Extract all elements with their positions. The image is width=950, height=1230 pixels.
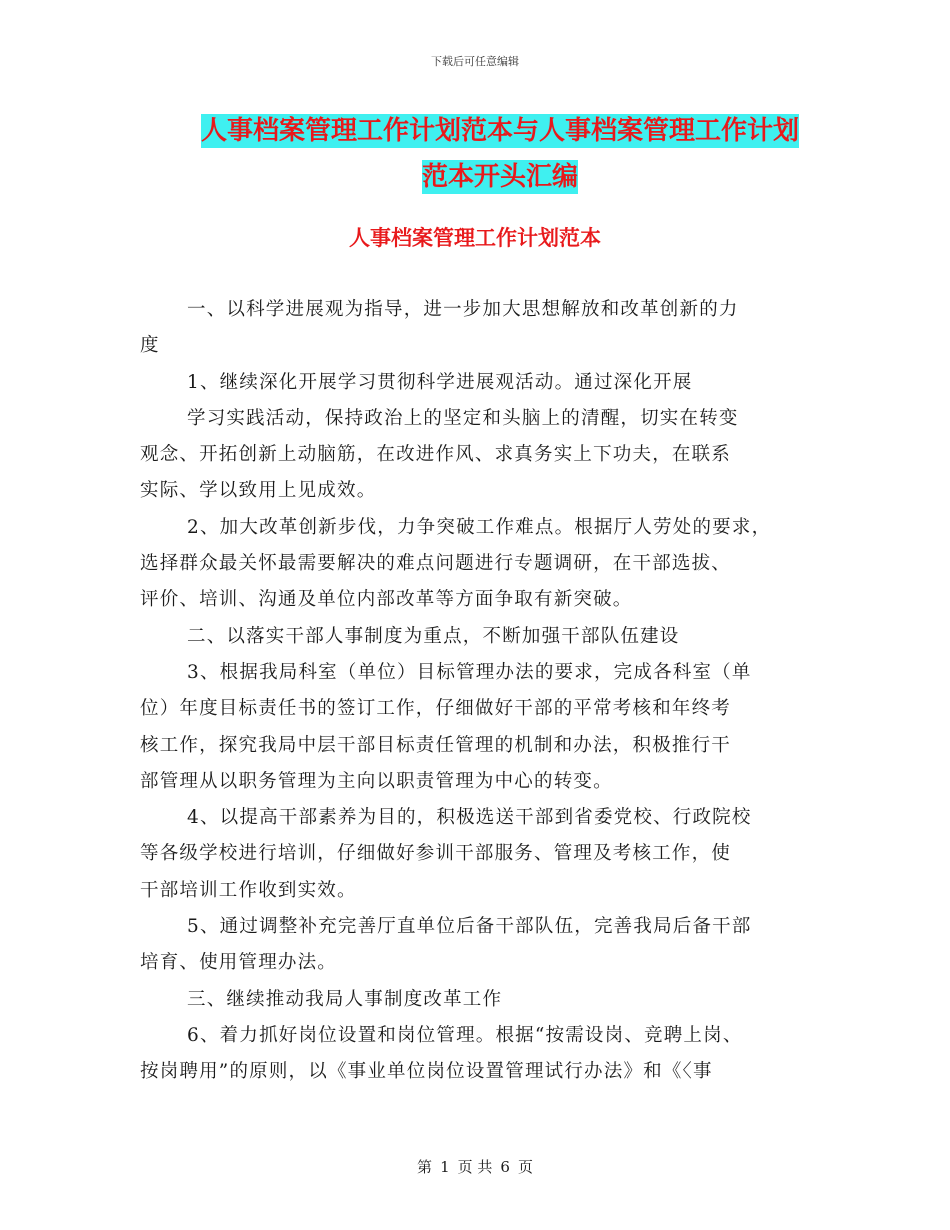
header-note: 下载后可任意编辑	[431, 55, 519, 68]
body-line: 二、以落实干部人事制度为重点，不断加强干部队伍建设	[187, 625, 680, 647]
section-title: 人事档案管理工作计划范本	[349, 226, 601, 250]
body-line: 核工作，探究我局中层干部目标责任管理的机制和办法，积极推行干	[140, 734, 732, 756]
page-footer	[0, 1156, 950, 1177]
body-line: 观念、开拓创新上动脑筋，在改进作风、求真务实上下功夫，在联系	[140, 444, 732, 466]
body-text	[140, 292, 820, 1091]
body-line: 一、以科学进展观为指导，进一步加大思想解放和改革创新的力	[187, 299, 739, 320]
body-line: 4、以提高干部素养为目的，积极选送干部到省委党校、行政院校	[187, 807, 752, 829]
page-total: 6	[500, 1158, 510, 1176]
body-line: 选择群众最关怀最需要解决的难点问题进行专题调研，在干部选拔、	[140, 553, 732, 575]
body-line: 3、根据我局科室（单位）目标管理办法的要求，完成各科室（单	[187, 661, 752, 683]
body-line: 评价、培训、沟通及单位内部改革等方面争取有新突破。	[140, 589, 633, 611]
page-mid: 页 共	[457, 1158, 493, 1176]
body-line: 部管理从以职务管理为主向以职责管理为中心的转变。	[140, 770, 613, 792]
body-line: 学习实践活动，保持政治上的坚定和头脑上的清醒，切实在转变	[187, 407, 739, 429]
body-line: 实际、学以致用上见成效。	[140, 480, 377, 502]
body-line: 6、着力抓好岗位设置和岗位管理。根据“按需设岗、竞聘上岗、	[187, 1024, 743, 1046]
body-line: 培育、使用管理办法。	[140, 952, 338, 974]
body-line: 按岗聘用”的原则，以《事业单位岗位设置管理试行办法》和《〈事	[140, 1061, 713, 1083]
body-line: 5、通过调整补充完善厅直单位后备干部队伍，完善我局后备干部	[187, 916, 752, 938]
page-prefix: 第	[417, 1158, 433, 1176]
document-title	[140, 108, 860, 200]
title-line-1: 人事档案管理工作计划范本与人事档案管理工作计划	[200, 116, 799, 146]
body-line: 干部培训工作收到实效。	[140, 879, 357, 901]
body-line: 度	[140, 335, 160, 357]
body-line: 2、加大改革创新步伐，力争突破工作难点。根据厅人劳处的要求，	[187, 516, 772, 538]
body-line: 1、继续深化开展学习贯彻科学进展观活动。通过深化开展	[187, 371, 693, 393]
body-line: 三、继续推动我局人事制度改革工作	[187, 988, 503, 1010]
body-line: 位）年度目标责任书的签订工作，仔细做好干部的平常考核和年终考	[140, 698, 732, 720]
title-line-2: 范本开头汇编	[421, 162, 578, 192]
page-number: 1	[440, 1158, 450, 1176]
body-line: 等各级学校进行培训，仔细做好参训干部服务、管理及考核工作，使	[140, 843, 732, 865]
page-suffix: 页	[517, 1158, 533, 1176]
